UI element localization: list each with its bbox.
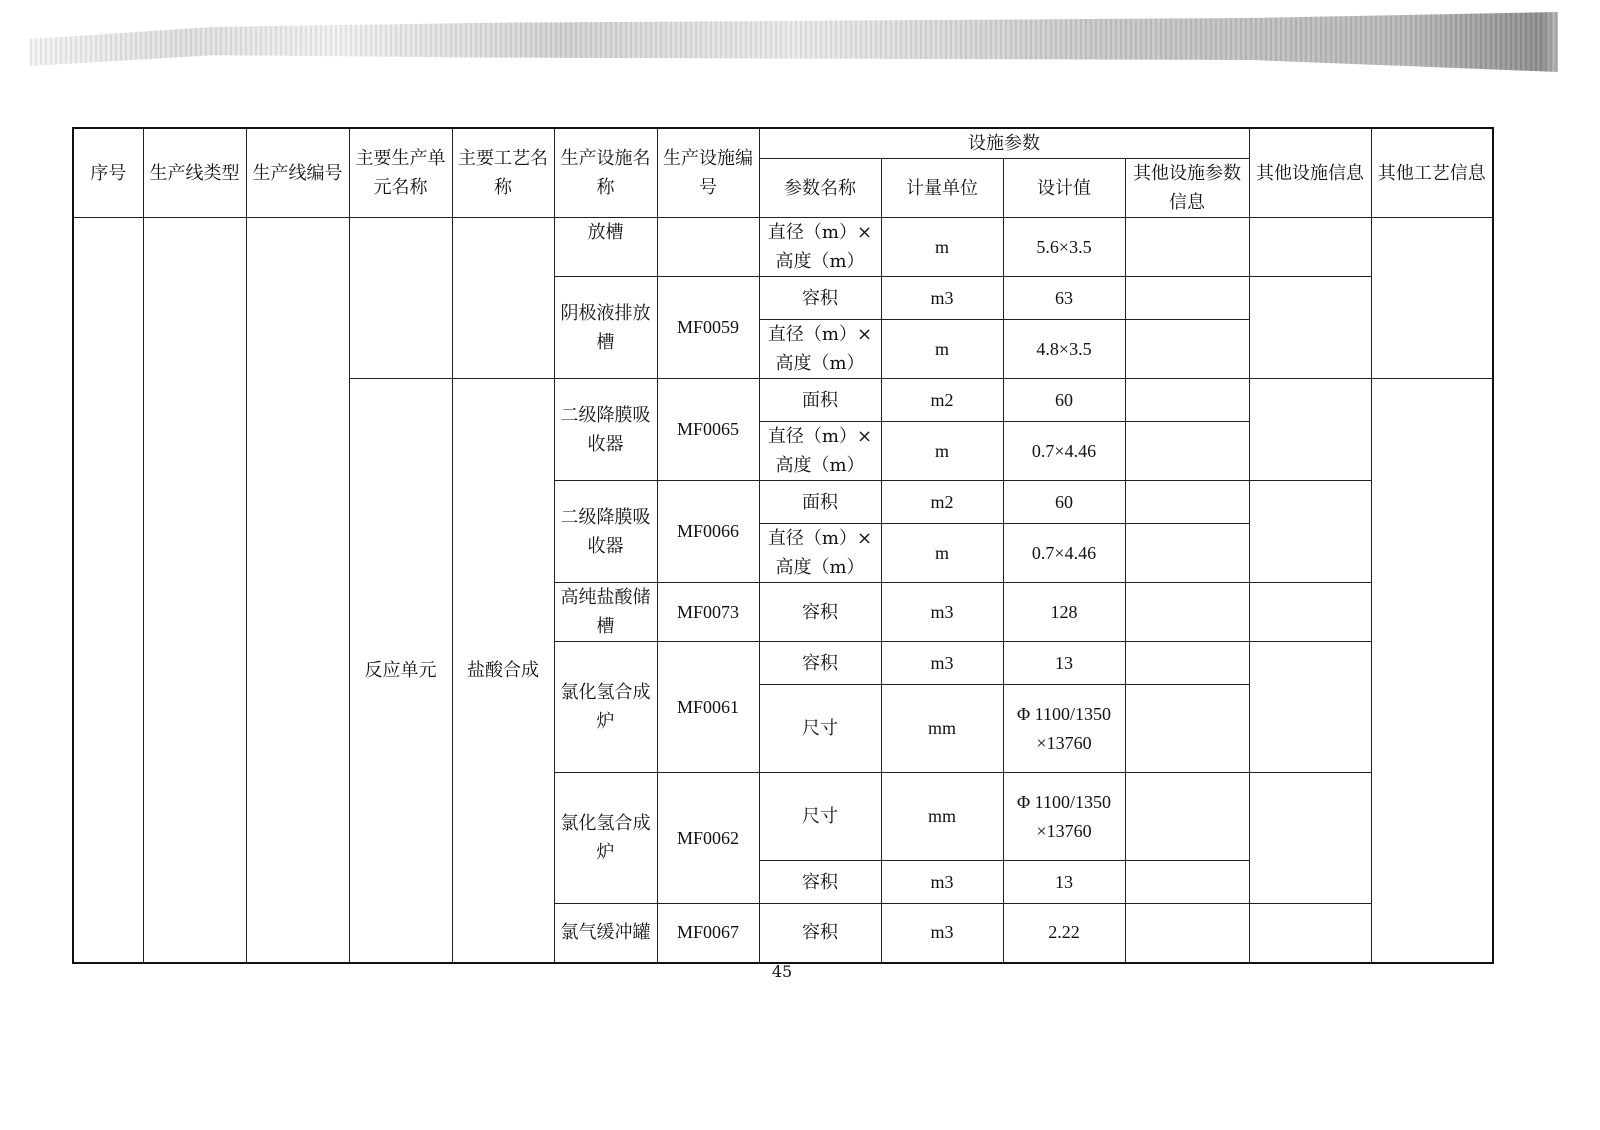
header-cell: 序号: [73, 128, 143, 218]
table-cell: [1249, 218, 1371, 277]
table-cell: mm: [881, 685, 1003, 773]
table-cell: 容积: [759, 861, 881, 904]
table-cell: 容积: [759, 583, 881, 642]
table-cell: 氯化氢合成炉: [554, 642, 657, 773]
table-cell: 直径（m）×高度（m）: [759, 422, 881, 481]
table-cell: [1125, 861, 1249, 904]
table-cell: 高纯盐酸储槽: [554, 583, 657, 642]
table-cell: 直径（m）×高度（m）: [759, 524, 881, 583]
table-cell: m3: [881, 277, 1003, 320]
table-cell: [657, 218, 759, 277]
table-cell: MF0065: [657, 379, 759, 481]
table-cell: [1249, 379, 1371, 481]
table-cell: 盐酸合成: [452, 379, 554, 963]
header-cell: 设计值: [1003, 159, 1125, 218]
table-cell: 二级降膜吸收器: [554, 481, 657, 583]
table-body: [73, 218, 1493, 963]
page-number: 45: [771, 962, 793, 981]
table-cell: [1125, 379, 1249, 422]
table-cell: MF0073: [657, 583, 759, 642]
table-cell: 0.7×4.46: [1003, 422, 1125, 481]
header-cell: 参数名称: [759, 159, 881, 218]
table-cell: [1249, 583, 1371, 642]
header-cell: 生产线类型: [143, 128, 246, 218]
table-cell: [1125, 422, 1249, 481]
table-cell: 反应单元: [349, 379, 452, 963]
facility-parameter-table: [72, 127, 1494, 964]
table-cell: 二级降膜吸收器: [554, 379, 657, 481]
table-cell: [1125, 583, 1249, 642]
table-cell: 尺寸: [759, 685, 881, 773]
table-cell: Φ 1100/1350 ×13760: [1003, 685, 1125, 773]
table-cell: [1249, 481, 1371, 583]
table-cell: [1125, 685, 1249, 773]
table-cell: 60: [1003, 481, 1125, 524]
table-cell: [1125, 642, 1249, 685]
table-cell: m3: [881, 861, 1003, 904]
scan-artifact-band: [30, 12, 1558, 72]
header-cell: 其他设施参数信息: [1125, 159, 1249, 218]
table-cell: 容积: [759, 642, 881, 685]
table-cell: MF0062: [657, 773, 759, 904]
table-cell: 13: [1003, 861, 1125, 904]
table-cell: MF0061: [657, 642, 759, 773]
table-cell: [1125, 773, 1249, 861]
header-cell: 生产设施名称: [554, 128, 657, 218]
table-cell: [1371, 218, 1493, 379]
table-cell: mm: [881, 773, 1003, 861]
table-row: [73, 218, 1493, 277]
table-cell: 直径（m）×高度（m）: [759, 218, 881, 277]
table-cell: MF0059: [657, 277, 759, 379]
table-cell: MF0066: [657, 481, 759, 583]
header-cell: 其他设施信息: [1249, 128, 1371, 218]
table-cell: 13: [1003, 642, 1125, 685]
table-cell: [1371, 379, 1493, 963]
header-cell: 主要工艺名称: [452, 128, 554, 218]
table-cell: MF0067: [657, 904, 759, 963]
table-cell: 0.7×4.46: [1003, 524, 1125, 583]
table-cell: 直径（m）×高度（m）: [759, 320, 881, 379]
table-cell: m: [881, 218, 1003, 277]
table-cell: m: [881, 422, 1003, 481]
table-cell: m3: [881, 583, 1003, 642]
table-cell: [143, 218, 246, 963]
table-cell: 放槽: [554, 218, 657, 277]
table-header: [73, 128, 1493, 218]
header-cell: 主要生产单元名称: [349, 128, 452, 218]
table-cell: m: [881, 524, 1003, 583]
table-cell: 128: [1003, 583, 1125, 642]
table-cell: m2: [881, 379, 1003, 422]
table-cell: Φ 1100/1350 ×13760: [1003, 773, 1125, 861]
table-cell: [1249, 642, 1371, 773]
header-cell: 生产设施编号: [657, 128, 759, 218]
table-cell: m2: [881, 481, 1003, 524]
table-cell: [1125, 481, 1249, 524]
table-cell: [1125, 218, 1249, 277]
table-cell: 5.6×3.5: [1003, 218, 1125, 277]
table-cell: [1125, 524, 1249, 583]
table-cell: m3: [881, 642, 1003, 685]
table-cell: m3: [881, 904, 1003, 963]
table-cell: [1249, 773, 1371, 904]
table-cell: 氯气缓冲罐: [554, 904, 657, 963]
table-cell: [1125, 277, 1249, 320]
table-cell: 容积: [759, 277, 881, 320]
table-cell: [452, 218, 554, 379]
table-cell: [73, 218, 143, 963]
header-group-cell: 设施参数: [759, 128, 1249, 159]
table-cell: 4.8×3.5: [1003, 320, 1125, 379]
table-cell: [1125, 904, 1249, 963]
header-cell: 计量单位: [881, 159, 1003, 218]
table-cell: 面积: [759, 481, 881, 524]
table-cell: m: [881, 320, 1003, 379]
table-cell: [1249, 904, 1371, 963]
table-cell: 阴极液排放槽: [554, 277, 657, 379]
table-cell: [349, 218, 452, 379]
table-cell: [246, 218, 349, 963]
table-cell: 氯化氢合成炉: [554, 773, 657, 904]
table-cell: [1125, 320, 1249, 379]
table-cell: 容积: [759, 904, 881, 963]
table-cell: 60: [1003, 379, 1125, 422]
table-cell: 尺寸: [759, 773, 881, 861]
table-cell: [1249, 277, 1371, 379]
header-cell: 生产线编号: [246, 128, 349, 218]
table-cell: 2.22: [1003, 904, 1125, 963]
header-cell: 其他工艺信息: [1371, 128, 1493, 218]
table-cell: 63: [1003, 277, 1125, 320]
table-cell: 面积: [759, 379, 881, 422]
